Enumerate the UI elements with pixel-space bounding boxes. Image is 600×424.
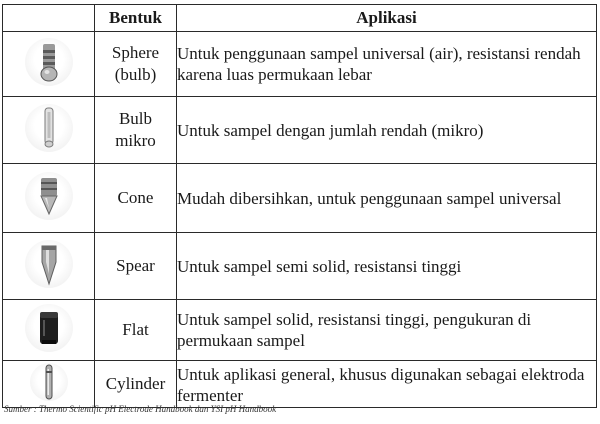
flat-electrode-icon — [25, 304, 73, 352]
table-row — [3, 300, 597, 361]
application-cell: Untuk sampel solid, resistansi tinggi, pengukuran di permukaan sampel — [177, 300, 597, 361]
image-cell — [3, 300, 95, 361]
header-application: Aplikasi — [177, 5, 597, 32]
header-image — [3, 5, 95, 32]
spear-electrode-icon — [25, 240, 73, 288]
shape-cell — [95, 300, 177, 361]
sphere-bulb-electrode-icon — [25, 38, 73, 86]
table-row — [3, 233, 597, 300]
header-shape: Bentuk — [95, 5, 177, 32]
micro-bulb-electrode-icon — [25, 104, 73, 152]
image-cell — [3, 233, 95, 300]
cone-electrode-icon — [25, 172, 73, 220]
table-row — [3, 97, 597, 164]
application-cell: Untuk aplikasi general, khusus digunakan sebagai elektroda fermenter — [177, 361, 597, 408]
shape-name-line1: Cone — [117, 188, 154, 207]
shape-cell — [95, 164, 177, 233]
shape-name-line2: mikro — [115, 131, 156, 150]
shape-cell — [95, 361, 177, 408]
application-cell: Untuk sampel semi solid, resistansi tinggi — [177, 233, 597, 300]
shape-name-line1: Bulb — [118, 109, 153, 128]
shape-name-line1: Cylinder — [105, 374, 166, 393]
shape-name-line1: Flat — [122, 320, 149, 339]
electrode-shape-table — [2, 4, 597, 408]
table-row — [3, 164, 597, 233]
shape-name-line1: Spear — [116, 256, 155, 275]
table-row — [3, 32, 597, 97]
image-cell — [3, 32, 95, 97]
table-header-row — [3, 5, 597, 32]
image-cell — [3, 361, 95, 408]
source-citation: Sumber : Thermo Scientific pH Electrode Handbook dan YSI pH Handbook — [4, 404, 277, 414]
shape-name-line2: (bulb) — [114, 65, 157, 84]
shape-cell — [95, 233, 177, 300]
image-cell — [3, 97, 95, 164]
image-cell — [3, 164, 95, 233]
application-cell: Untuk penggunaan sampel universal (air), resistansi rendah karena luas permukaan lebar — [177, 32, 597, 97]
application-cell: Untuk sampel dengan jumlah rendah (mikro) — [177, 97, 597, 164]
application-cell: Mudah dibersihkan, untuk penggunaan sampel universal — [177, 164, 597, 233]
cylinder-electrode-icon — [30, 363, 68, 401]
shape-name-line1: Sphere — [111, 43, 160, 62]
shape-cell — [95, 97, 177, 164]
table-row — [3, 361, 597, 408]
shape-cell — [95, 32, 177, 97]
